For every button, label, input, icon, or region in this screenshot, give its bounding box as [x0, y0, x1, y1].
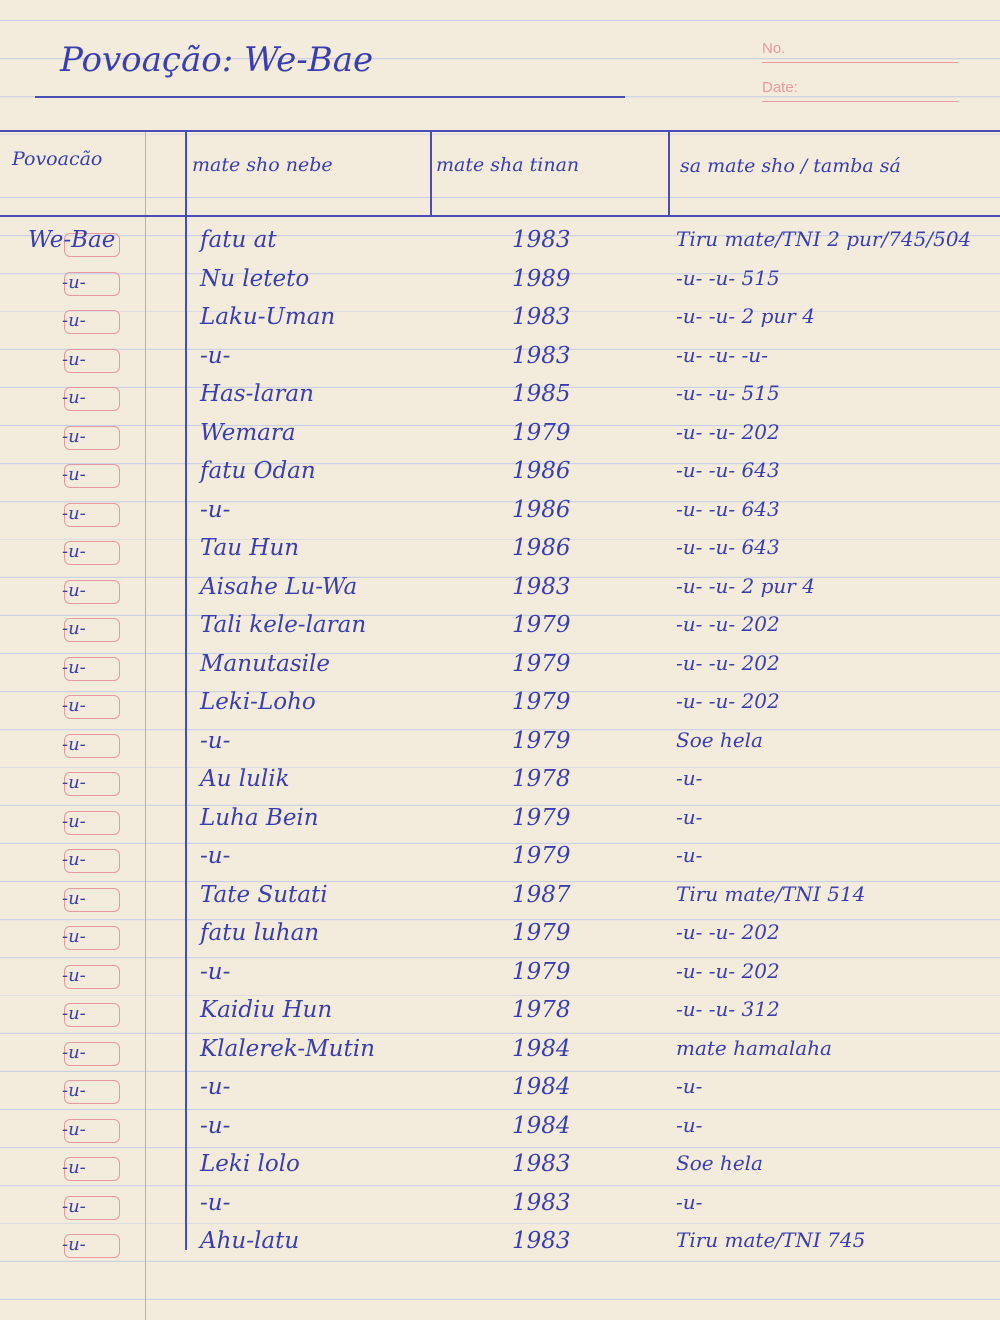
- cause-cell: Tiru mate/TNI 745: [676, 1228, 866, 1252]
- death-year-cell: 1984: [512, 1112, 571, 1139]
- village-cell: -u-: [62, 502, 86, 524]
- cause-cell: -u- -u- 202: [676, 958, 780, 983]
- death-year-cell: 1983: [512, 342, 571, 369]
- death-place-cell: -u-: [200, 1189, 231, 1216]
- village-cell: We-Bae: [28, 227, 116, 253]
- death-year-cell: 1983: [512, 573, 571, 600]
- column-divider-1: [185, 130, 187, 1250]
- death-place-cell: -u-: [200, 958, 231, 985]
- column-divider-2: [430, 130, 432, 217]
- village-cell: -u-: [62, 926, 86, 947]
- death-place-cell: -u-: [200, 1074, 231, 1100]
- cause-cell: -u-: [676, 1074, 703, 1098]
- death-year-cell: 1983: [512, 304, 571, 330]
- cause-cell: -u- -u- 515: [676, 265, 780, 290]
- village-cell: -u-: [62, 695, 86, 716]
- table-header-rule: [0, 215, 1000, 217]
- village-cell: -u-: [62, 964, 86, 986]
- death-year-cell: 1984: [512, 1074, 571, 1100]
- village-cell: -u-: [62, 1234, 86, 1255]
- village-cell: -u-: [62, 387, 86, 408]
- death-year-cell: 1978: [512, 997, 571, 1023]
- column-divider-3: [668, 130, 670, 217]
- column-header-death-year: mate sha tinan: [436, 154, 580, 176]
- death-year-cell: 1983: [512, 1189, 571, 1216]
- village-cell: -u-: [62, 1118, 86, 1140]
- death-year-cell: 1983: [512, 1151, 571, 1177]
- death-year-cell: 1979: [512, 727, 571, 754]
- page-title: Povoação: We-Bae: [60, 40, 374, 80]
- village-cell: -u-: [62, 887, 86, 909]
- death-year-cell: 1979: [512, 920, 571, 946]
- village-cell: -u-: [62, 772, 86, 793]
- village-cell: -u-: [62, 1041, 86, 1063]
- death-year-cell: 1979: [512, 689, 571, 715]
- cause-cell: -u-: [676, 843, 703, 867]
- cause-cell: -u- -u- 2 pur 4: [676, 304, 815, 328]
- death-place-cell: -u-: [200, 843, 231, 869]
- number-label: No.: [762, 40, 786, 57]
- village-cell: -u-: [62, 1157, 86, 1178]
- death-year-cell: 1978: [512, 766, 571, 792]
- death-place-cell: Ahu-latu: [200, 1228, 300, 1254]
- death-year-cell: 1987: [512, 881, 571, 908]
- death-year-cell: 1985: [512, 381, 571, 407]
- village-cell: -u-: [62, 310, 86, 331]
- cause-cell: -u- -u- 515: [676, 381, 780, 405]
- title-underline: [35, 96, 625, 98]
- cause-cell: -u- -u- 202: [676, 419, 780, 444]
- death-place-cell: Tali kele-laran: [200, 612, 367, 638]
- village-cell: -u-: [62, 1080, 86, 1101]
- date-label: Date:: [762, 79, 798, 96]
- death-year-cell: 1989: [512, 265, 571, 292]
- village-cell: -u-: [62, 656, 86, 678]
- column-header-village: Povoacão: [12, 148, 103, 170]
- death-place-cell: -u-: [200, 1112, 231, 1139]
- cause-cell: -u-: [676, 1189, 703, 1214]
- cause-cell: -u- -u- 643: [676, 496, 780, 521]
- death-place-cell: fatu at: [200, 227, 277, 253]
- death-place-cell: Wemara: [200, 419, 296, 446]
- cause-cell: Tiru mate/TNI 2 pur/745/504: [676, 227, 972, 251]
- death-year-cell: 1979: [512, 650, 571, 677]
- death-place-cell: Nu leteto: [200, 265, 310, 292]
- death-year-cell: 1986: [512, 535, 571, 561]
- column-header-death-place: mate sho nebe: [192, 154, 333, 176]
- cause-cell: -u- -u- 202: [676, 689, 780, 713]
- death-place-cell: Leki-Loho: [200, 689, 316, 715]
- death-year-cell: 1979: [512, 419, 571, 446]
- death-year-cell: 1983: [512, 1228, 571, 1254]
- death-place-cell: Aisahe Lu-Wa: [200, 573, 358, 600]
- death-place-cell: Has-laran: [200, 381, 314, 407]
- death-year-cell: 1979: [512, 843, 571, 869]
- village-cell: -u-: [62, 1195, 86, 1217]
- cause-cell: -u- -u- 2 pur 4: [676, 573, 815, 598]
- village-cell: -u-: [62, 849, 86, 870]
- cause-cell: Soe hela: [676, 1151, 763, 1175]
- village-cell: -u-: [62, 1003, 86, 1024]
- cause-cell: -u-: [676, 766, 703, 790]
- death-place-cell: fatu Odan: [200, 458, 316, 484]
- cause-cell: Soe hela: [676, 727, 763, 752]
- village-cell: -u-: [62, 348, 86, 370]
- death-place-cell: Kaidiu Hun: [200, 997, 333, 1023]
- death-place-cell: Laku-Uman: [200, 304, 336, 330]
- village-cell: -u-: [62, 618, 86, 639]
- village-cell: -u-: [62, 425, 86, 447]
- death-year-cell: 1986: [512, 458, 571, 484]
- cause-cell: -u- -u- 312: [676, 997, 780, 1021]
- number-line: [762, 62, 958, 63]
- death-place-cell: Tate Sutati: [200, 881, 328, 908]
- cause-cell: -u-: [676, 804, 703, 829]
- death-place-cell: Leki lolo: [200, 1151, 300, 1177]
- cause-cell: -u- -u- -u-: [676, 342, 768, 367]
- table-top-rule: [0, 130, 1000, 132]
- death-place-cell: Luha Bein: [200, 804, 319, 831]
- death-year-cell: 1986: [512, 496, 571, 523]
- death-year-cell: 1979: [512, 612, 571, 638]
- death-place-cell: -u-: [200, 342, 231, 369]
- death-place-cell: Manutasile: [200, 650, 330, 677]
- death-year-cell: 1979: [512, 958, 571, 985]
- village-cell: -u-: [62, 464, 86, 485]
- village-cell: -u-: [62, 271, 86, 293]
- death-year-cell: 1984: [512, 1035, 571, 1062]
- cause-cell: -u-: [676, 1112, 703, 1137]
- cause-cell: -u- -u- 202: [676, 612, 780, 636]
- cause-cell: Tiru mate/TNI 514: [676, 881, 866, 906]
- village-cell: -u-: [62, 810, 86, 832]
- death-place-cell: Klalerek-Mutin: [200, 1035, 375, 1062]
- village-cell: -u-: [62, 733, 86, 755]
- cause-cell: -u- -u- 643: [676, 458, 780, 482]
- death-place-cell: Au lulik: [200, 766, 290, 792]
- death-place-cell: -u-: [200, 496, 231, 523]
- death-year-cell: 1983: [512, 227, 571, 253]
- death-year-cell: 1979: [512, 804, 571, 831]
- date-line: [762, 101, 958, 102]
- cause-cell: -u- -u- 202: [676, 920, 780, 944]
- column-header-cause: sa mate sho / tamba sá: [680, 155, 901, 177]
- death-place-cell: fatu luhan: [200, 920, 320, 946]
- cause-cell: -u- -u- 643: [676, 535, 780, 559]
- village-cell: -u-: [62, 541, 86, 562]
- village-cell: -u-: [62, 579, 86, 601]
- margin-line: [145, 130, 146, 1320]
- death-place-cell: -u-: [200, 727, 231, 754]
- cause-cell: mate hamalaha: [676, 1035, 832, 1060]
- death-place-cell: Tau Hun: [200, 535, 300, 561]
- cause-cell: -u- -u- 202: [676, 650, 780, 675]
